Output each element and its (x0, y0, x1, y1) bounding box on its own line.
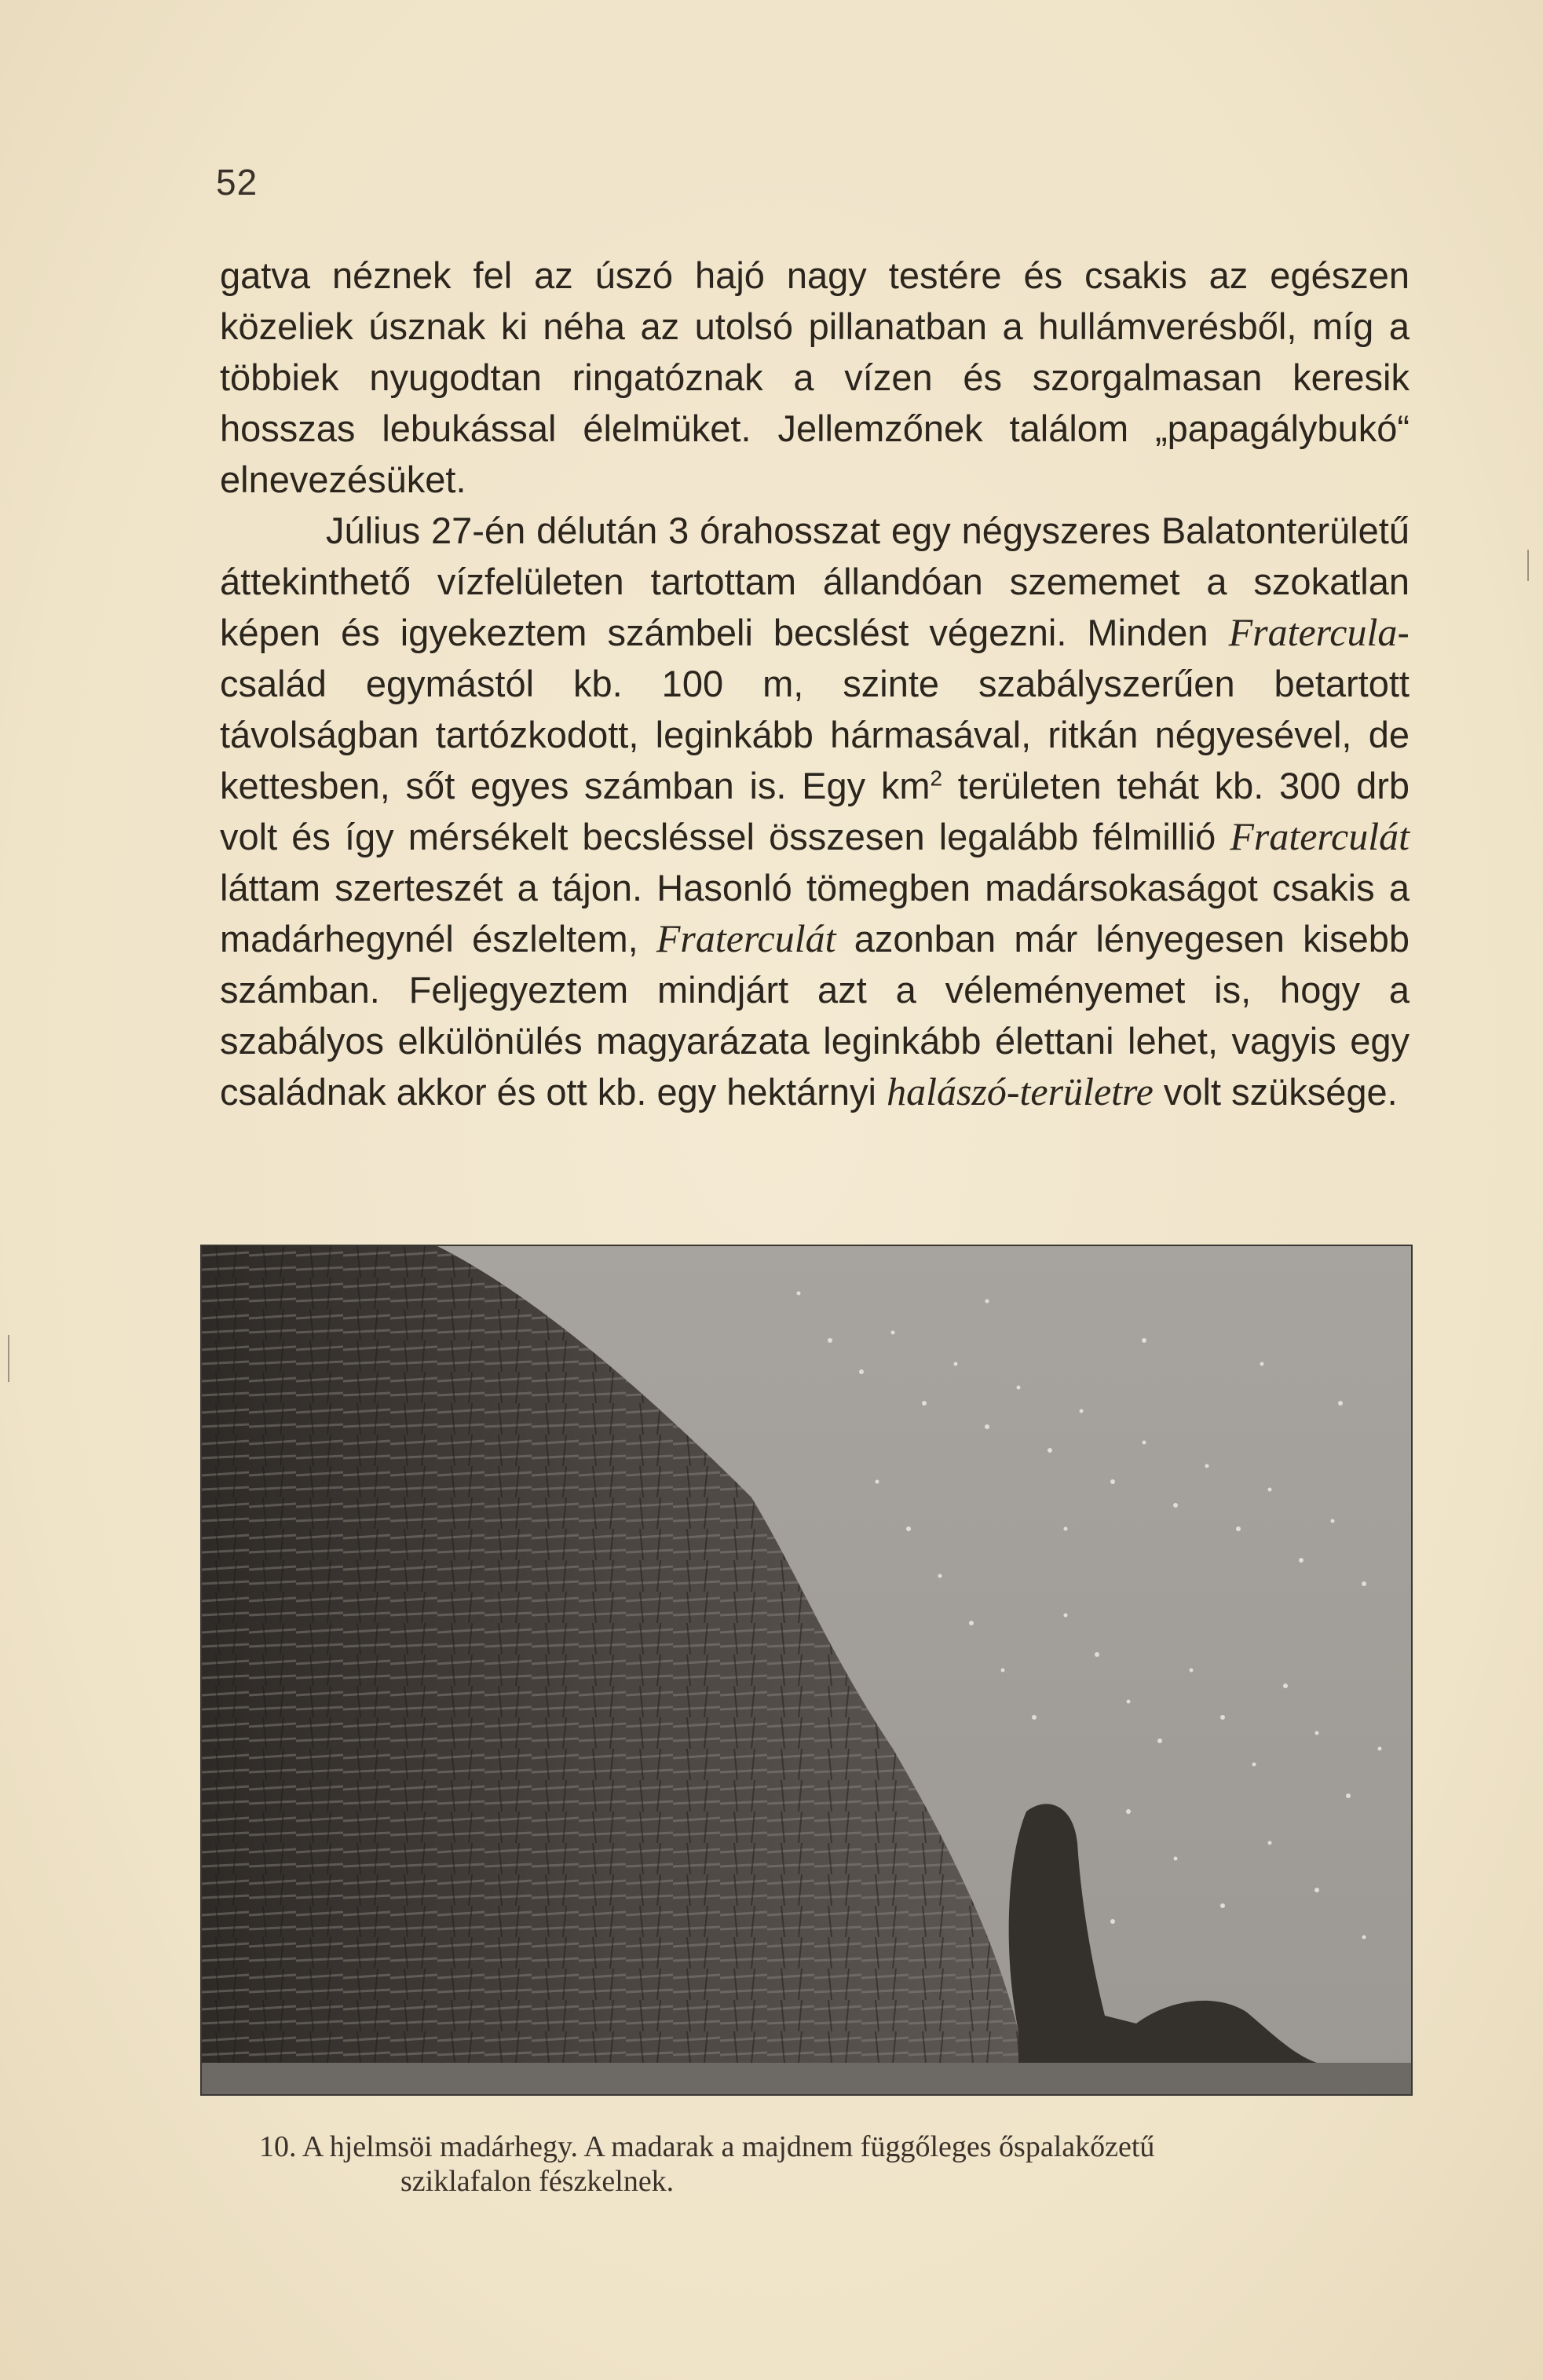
paragraph-2-text-3: területen tehát kb. 300 drb volt és így mérsékelt becsléssel összesen legalább félmillió (220, 765, 1410, 857)
caption-line-2: sziklafalon fészkelnek. (400, 2165, 675, 2198)
page-edge-mark (1527, 550, 1529, 581)
cliff-photograph (200, 1245, 1413, 2096)
italic-term-fraterculat-1: Fraterculát (1230, 814, 1410, 858)
figure-caption (259, 2130, 1374, 2199)
paragraph-2-text-6: volt szüksége. (1153, 1071, 1398, 1113)
italic-term-halaszo-terulet: halászó-területre (887, 1069, 1154, 1113)
page-edge-mark (8, 1335, 9, 1382)
page-number: 52 (216, 162, 258, 203)
paragraph-1 (220, 250, 1410, 505)
superscript-2: 2 (930, 766, 943, 791)
paragraph-2-text-1: Július 27-én délután 3 órahosszat egy négyszeres Balatonterületű áttekinthető vízfelületen tartottam állandóan szememet a szokatlan képen és igyekeztem számbeli becslést végezni. Minden (220, 510, 1410, 653)
italic-term-fraterculat-2: Fraterculát (656, 916, 836, 960)
italic-term-fratercula: Fratercula (1228, 610, 1398, 654)
body-text (220, 250, 1410, 1117)
paragraph-1-text: gatva néznek fel az úszó hajó nagy testére és csakis az egészen közeliek úsznak ki néha az utolsó pillanatban a hullámverésből, míg a többiek nyugodtan ringatóznak a vízen és szorgalmasan keresik hosszas lebukással élelmüket. Jellemzőnek találom „papagálybukó“ elnevezésüket. (220, 254, 1410, 500)
caption-line-1: 10. A hjelmsöi madárhegy. A madarak a majdnem függőleges őspalakőzetű (259, 2130, 1155, 2163)
paragraph-2-text-4: láttam szerteszét a tájon. Hasonló tömegben madársokaságot csakis a madárhegynél észleltem, (220, 867, 1410, 960)
cliff-photo-drawing (202, 1246, 1411, 2094)
sea-surface (202, 2063, 1411, 2094)
paragraph-2-text-2: -család egymástól kb. 100 m, szinte szabályszerűen betartott távolságban tartózkodott, leginkább hármasával, ritkán négyesével, de kettesben, sőt egyes számban is. Egy km (220, 612, 1410, 806)
paragraph-2-text-5: azonban már lényegesen kisebb számban. Feljegyeztem mindjárt azt a véleményemet is, hogy a szabályos elkülönülés magyarázata leginkább élettani lehet, vagyis egy családnak akkor és ott kb. egy hektárnyi (220, 918, 1410, 1113)
paragraph-2 (220, 505, 1410, 1117)
